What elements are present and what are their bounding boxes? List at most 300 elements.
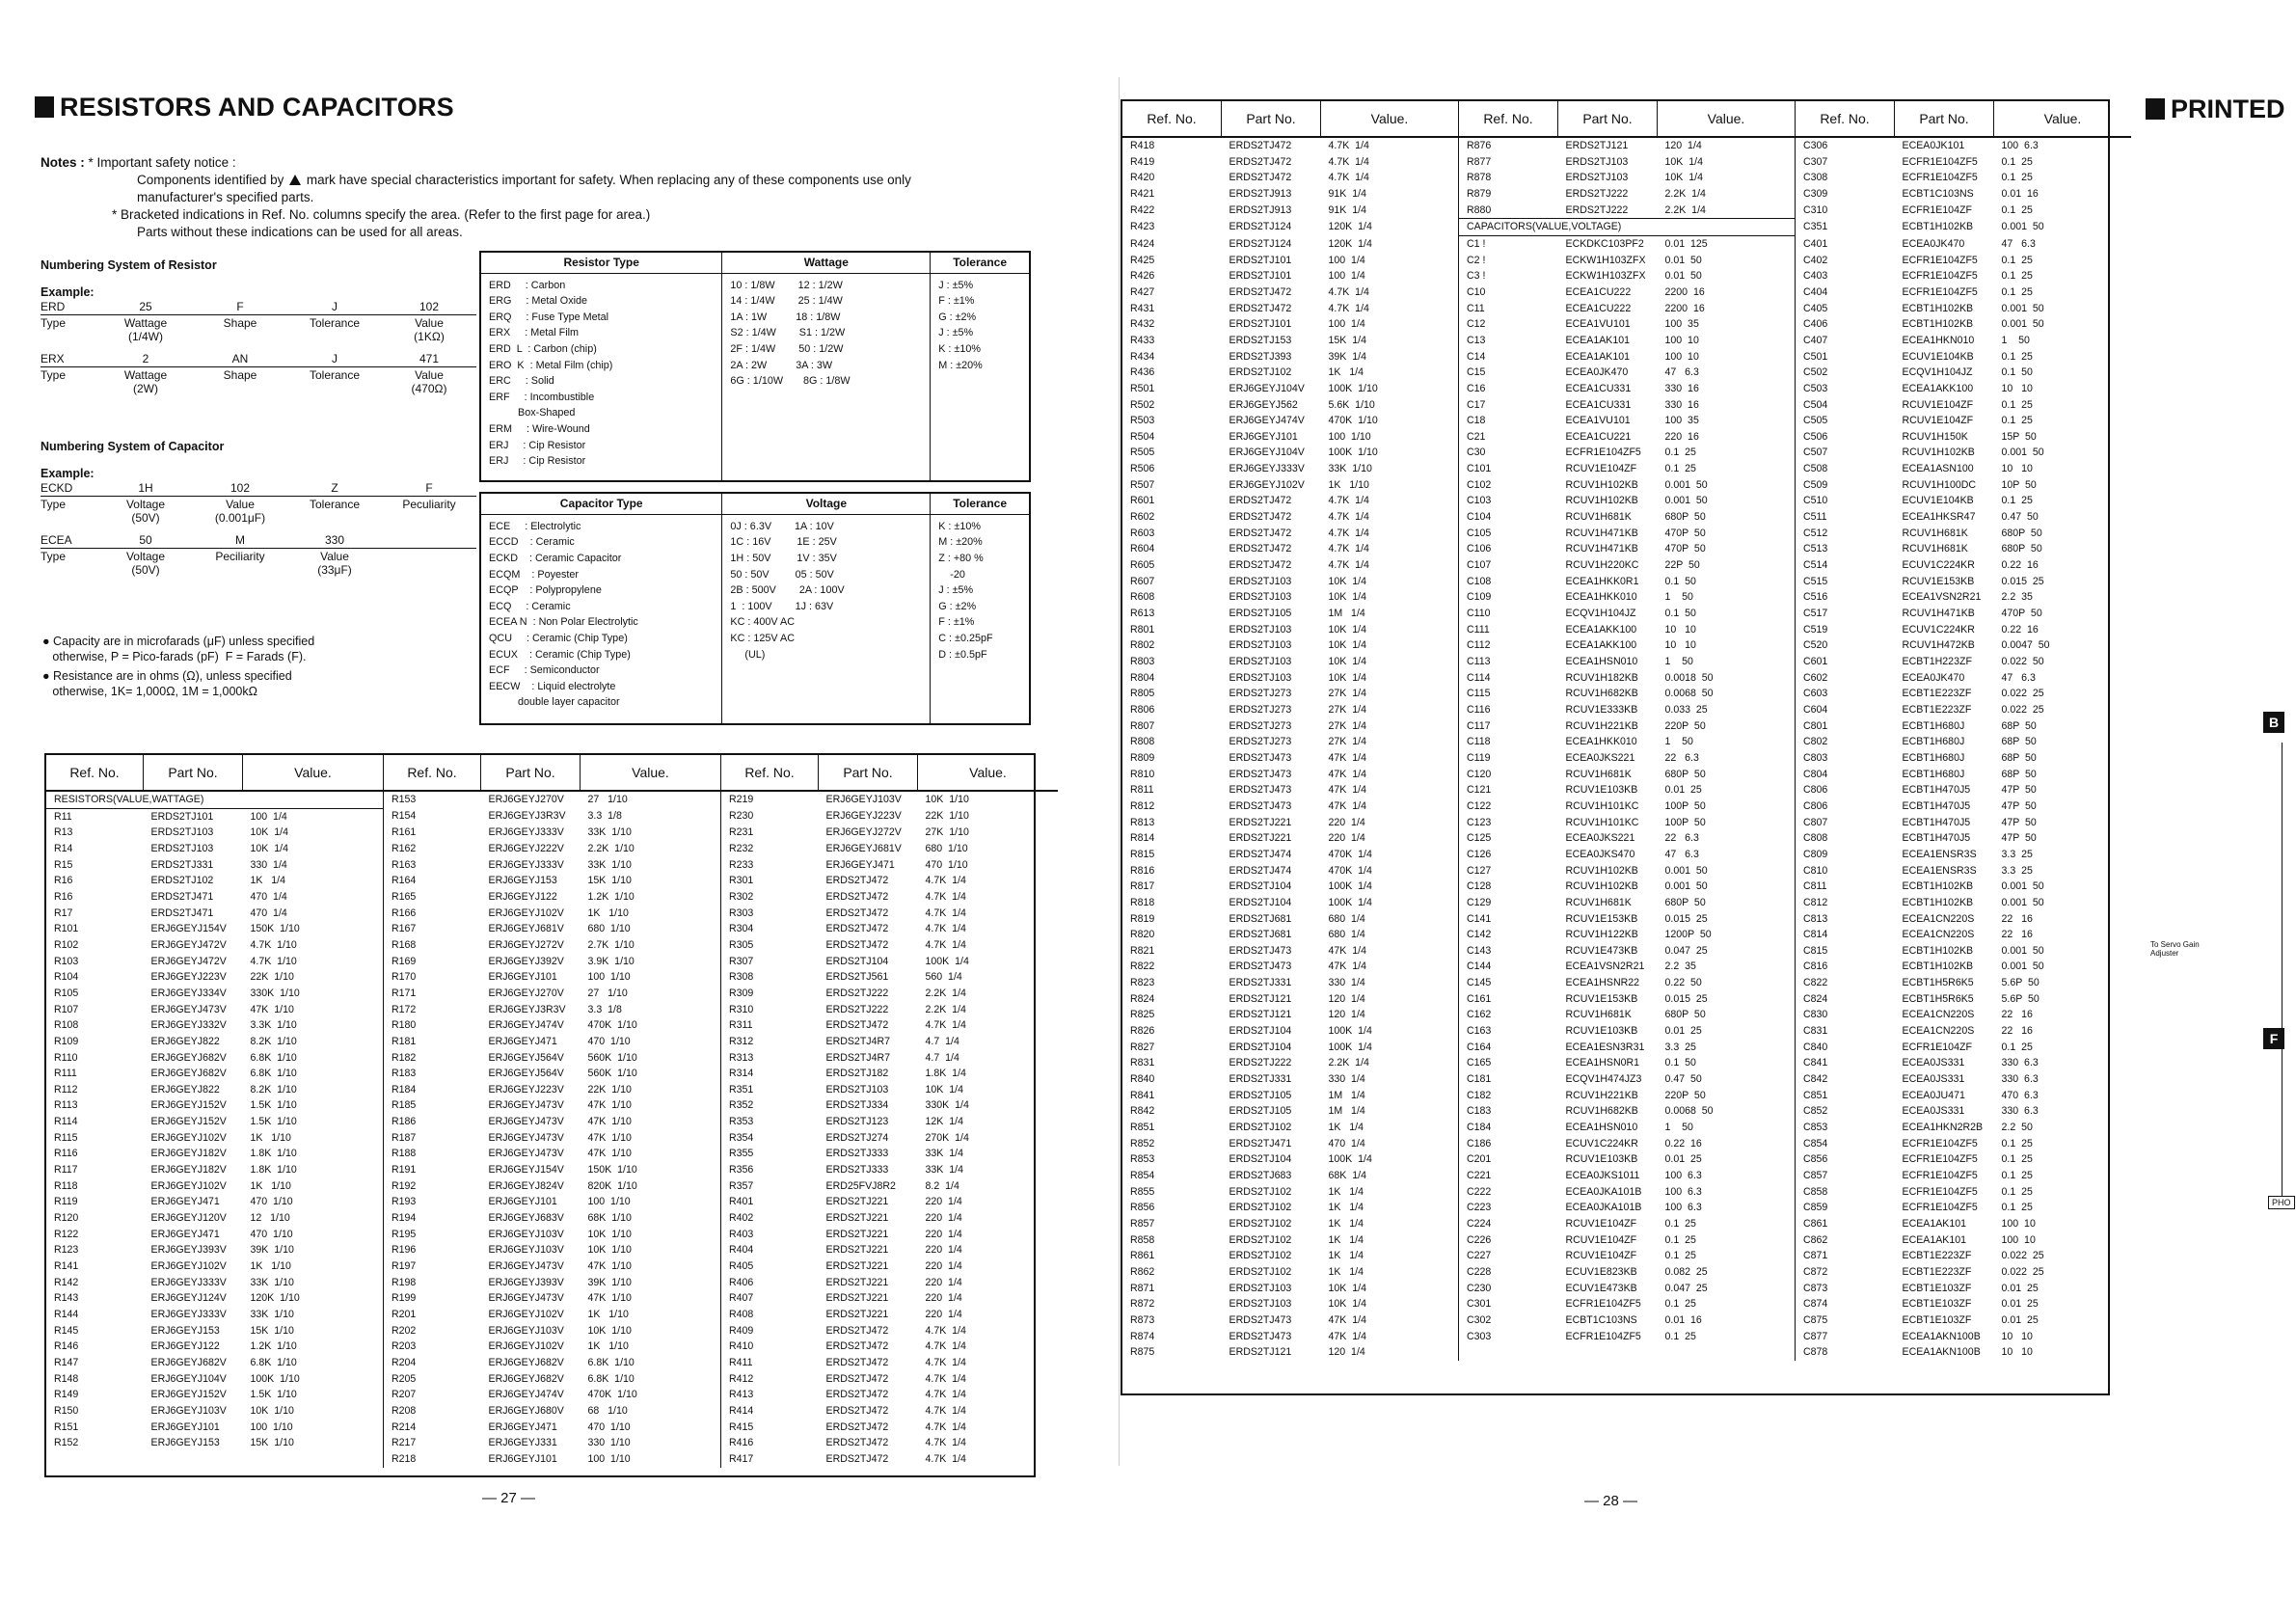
ref-no: R107 — [54, 1003, 79, 1015]
ref-no: R310 — [729, 1003, 754, 1015]
part-no: ECEA1CU222 — [1565, 285, 1632, 298]
part-no: ERDS2TJ104 — [1229, 1041, 1292, 1053]
part-value: 27 1/10 — [581, 986, 721, 1002]
part-value: 4.7K 1/4 — [1321, 137, 1459, 154]
ref-no: C117 — [1467, 719, 1491, 732]
ref-no: R11 — [54, 810, 72, 823]
part-value: 47 6.3 — [1658, 365, 1796, 381]
table-row — [1122, 413, 2131, 429]
ref-no: R14 — [54, 842, 73, 854]
part-no: RCUV1E104ZF — [1565, 1217, 1637, 1230]
part-no: ERDS2TJ333 — [825, 1164, 889, 1177]
ref-no: C840 — [1803, 1041, 1828, 1053]
part-value: 6.8K 1/10 — [581, 1371, 721, 1388]
part-value: 4.7K 1/10 — [243, 954, 384, 970]
part-value: 1K 1/10 — [243, 1258, 384, 1275]
table-row — [1122, 670, 2131, 687]
part-value: 10K 1/10 — [243, 1403, 384, 1420]
part-value: 1.5K 1/10 — [243, 1114, 384, 1130]
part-no: ERJ6GEYJ680V — [488, 1404, 564, 1417]
part-no: RCUV1H221KB — [1565, 719, 1638, 732]
part-value: 2.2K 1/4 — [925, 1003, 966, 1015]
ref-no: R601 — [1130, 495, 1155, 507]
part-no: ERJ6GEYJ824V — [488, 1179, 564, 1192]
table-row — [1122, 943, 2131, 960]
ref-no: C30 — [1467, 446, 1486, 459]
ref-no: R811 — [1130, 784, 1154, 797]
ref-no: R162 — [392, 842, 417, 854]
ref-no: R607 — [1130, 575, 1155, 587]
part-value: 68P 50 — [2001, 736, 2037, 748]
part-no: ERDS2TJ102 — [1229, 366, 1292, 379]
ref-no: C115 — [1467, 688, 1491, 700]
part-value: 4.7K 1/4 — [1321, 526, 1459, 542]
part-value: 0.001 50 — [1658, 879, 1796, 895]
part-value: 2.2 35 — [2001, 591, 2033, 604]
part-value: 680 1/10 — [581, 921, 721, 937]
part-no: ECEA1AK101 — [1902, 1217, 1967, 1230]
part-no: ERDS2TJ104 — [1229, 896, 1292, 908]
ref-no: R113 — [54, 1099, 78, 1112]
part-no: ECEA1CU221 — [1565, 430, 1632, 443]
part-value: 10 10 — [1658, 637, 1796, 654]
part-no: ERDS2TJ121 — [1229, 1009, 1292, 1021]
part-value: 0.1 25 — [1658, 1232, 1796, 1249]
ref-no: C852 — [1803, 1105, 1828, 1118]
part-value: 10K 1/4 — [1658, 154, 1796, 171]
part-value: 47K 1/4 — [1321, 1312, 1459, 1329]
ref-no: C514 — [1803, 559, 1828, 572]
ref-no: R116 — [54, 1148, 78, 1160]
column-header: Value. — [581, 755, 721, 791]
column-header: Value. — [1321, 101, 1459, 137]
table-row — [46, 1097, 1058, 1114]
page-title: RESISTORS AND CAPACITORS — [35, 93, 454, 122]
part-no: ERJ6GEYJ223V — [825, 810, 902, 823]
part-no: ERDS2TJ102 — [1229, 1217, 1292, 1230]
ref-no: R409 — [729, 1324, 754, 1337]
ref-no: C604 — [1803, 703, 1828, 716]
column-header: Ref. No. — [1459, 101, 1558, 137]
part-no: RCUV1H471KB — [1902, 608, 1975, 620]
part-value: 0.015 25 — [1658, 991, 1796, 1008]
ref-no: R182 — [392, 1051, 417, 1064]
table-row — [1122, 429, 2131, 446]
num-code: F — [193, 299, 287, 315]
ref-no: R353 — [729, 1116, 754, 1128]
table-row — [1122, 316, 2131, 333]
ref-no: R805 — [1130, 688, 1155, 700]
table-row — [46, 825, 1058, 841]
part-no: ECEA1HSNR22 — [1565, 977, 1640, 989]
num-label: Type — [41, 498, 67, 511]
title-square-icon — [35, 96, 54, 118]
ref-no: C310 — [1803, 203, 1828, 216]
part-value: 0.0068 50 — [1658, 1103, 1796, 1120]
part-no: ERDS2TJ105 — [1229, 608, 1292, 620]
table-row — [1122, 959, 2131, 975]
part-no: ECBT1H470J5 — [1902, 832, 1971, 845]
ref-no: R141 — [54, 1260, 79, 1273]
part-no: ERJ6GEYJ153 — [488, 875, 557, 887]
ref-no: C808 — [1803, 832, 1828, 845]
table-row — [46, 1002, 1058, 1018]
part-value: 100 1/10 — [581, 1451, 721, 1468]
part-no: ERDS2TJ473 — [1229, 1313, 1292, 1326]
ref-no: R142 — [54, 1276, 79, 1288]
warning-triangle-icon — [289, 175, 301, 185]
table-row — [1122, 1184, 2131, 1201]
part-value: 68K 1/4 — [1321, 1168, 1459, 1184]
column-header: Ref. No. — [1122, 101, 1222, 137]
part-no: ERJ6GEYJ272V — [488, 938, 564, 951]
part-no: ERDS2TJ103 — [150, 842, 214, 854]
part-no: ERJ6GEYJ153 — [150, 1437, 220, 1449]
part-no: ECBT1H102KB — [1902, 944, 1974, 957]
part-no: ECEA1ENSR3S — [1902, 864, 1977, 877]
part-value: 8.2 1/4 — [925, 1179, 959, 1192]
ref-no: R506 — [1130, 463, 1155, 475]
ref-no: R165 — [392, 890, 417, 903]
part-no: ERJ6GEYJ102V — [488, 1340, 564, 1353]
ref-no: C14 — [1467, 350, 1486, 363]
ref-no: C105 — [1467, 527, 1492, 539]
ref-no: R411 — [729, 1356, 753, 1368]
ref-no: C830 — [1803, 1009, 1828, 1021]
table-row — [1122, 830, 2131, 847]
part-value: 680 1/10 — [925, 842, 968, 854]
ref-no: R420 — [1130, 172, 1155, 184]
part-no: ERJ6GEYJ104V — [150, 1372, 227, 1385]
part-value: 39K 1/4 — [1321, 349, 1459, 365]
ref-no: C814 — [1803, 929, 1828, 941]
ref-no: R193 — [392, 1196, 417, 1208]
part-no: ERDS2TJ334 — [825, 1099, 889, 1112]
ref-no: R405 — [729, 1260, 754, 1273]
table-row — [1122, 1344, 2131, 1361]
part-no: ECEA1HSN010 — [1565, 1122, 1638, 1134]
part-value: 0.1 25 — [2001, 1170, 2033, 1181]
part-value: 4.7K 1/4 — [925, 1437, 966, 1449]
section-heading: RESISTORS(VALUE,WATTAGE) — [46, 791, 384, 808]
part-no: RCUV1H682KB — [1565, 1105, 1638, 1118]
ref-no: C505 — [1803, 415, 1828, 427]
ref-no: R305 — [729, 938, 754, 951]
part-no: ECEA0JS331 — [1902, 1057, 1965, 1069]
part-value: 0.22 16 — [2001, 623, 2039, 636]
table-row — [1122, 1264, 2131, 1281]
ref-no: C228 — [1467, 1265, 1492, 1278]
ref-no: C517 — [1803, 608, 1828, 620]
part-value: 10 10 — [2001, 1330, 2033, 1342]
ref-no: R876 — [1467, 140, 1492, 151]
part-no: ERJ6GEYJ473V — [488, 1292, 564, 1305]
table-row — [46, 1403, 1058, 1420]
part-value: 0.001 50 — [2001, 318, 2044, 331]
ref-no: C602 — [1803, 671, 1828, 684]
part-value: 270K 1/4 — [925, 1131, 969, 1144]
part-no: ECBT1H5R6K5 — [1902, 992, 1974, 1005]
part-value: 4.7K 1/4 — [1321, 493, 1459, 509]
ref-no: C12 — [1467, 318, 1486, 331]
part-value: 100 6.3 — [2001, 140, 2039, 151]
ref-no: C223 — [1467, 1202, 1492, 1214]
ref-no: R858 — [1130, 1233, 1155, 1246]
ref-no: R191 — [392, 1164, 417, 1177]
part-no: ECEA1CN220S — [1902, 1025, 1975, 1038]
part-no: RCUV1H102KB — [1565, 880, 1638, 893]
ref-no: R501 — [1130, 382, 1155, 394]
ref-no: R356 — [729, 1164, 754, 1177]
part-value: 0.01 25 — [2001, 1298, 2039, 1311]
column-header: Value. — [1994, 101, 2132, 137]
table-row — [1122, 186, 2131, 203]
ref-no: R357 — [729, 1179, 754, 1192]
part-no: ERDS2TJ473 — [1229, 799, 1292, 812]
part-value: 10 10 — [2001, 1346, 2033, 1359]
part-value: 22K 1/10 — [925, 810, 969, 823]
ref-no: C503 — [1803, 382, 1828, 394]
part-value: 0.001 50 — [2001, 302, 2044, 314]
part-value: 1M 1/4 — [1321, 606, 1459, 622]
part-value: 0.001 50 — [2001, 896, 2044, 908]
table-row — [1122, 333, 2131, 349]
ref-no: C851 — [1803, 1089, 1828, 1101]
part-no: ERDS2TJ472 — [825, 1324, 889, 1337]
part-no: RCUV1H100DC — [1902, 478, 1977, 491]
part-no: ECEA1AKK100 — [1565, 639, 1637, 652]
part-no: RCUV1E103KB — [1565, 1025, 1638, 1038]
part-value: 470K 1/10 — [581, 1387, 721, 1403]
ref-no: C402 — [1803, 254, 1828, 266]
part-value: 0.1 25 — [2001, 1137, 2033, 1150]
part-no: ERDS2TJ101 — [1229, 270, 1292, 283]
part-value: 1K 1/10 — [581, 906, 721, 922]
part-value: 68P 50 — [2001, 751, 2037, 764]
part-value: 27K 1/4 — [1321, 702, 1459, 718]
part-value: 1K 1/10 — [243, 1178, 384, 1195]
ref-no: C857 — [1803, 1170, 1828, 1181]
part-value: 220 1/4 — [1321, 815, 1459, 831]
part-no: ERDS2TJ102 — [1229, 1185, 1292, 1198]
part-value: 470 1/10 — [243, 1227, 384, 1243]
part-no: ERDS2TJ472 — [825, 923, 889, 935]
table-row — [46, 954, 1058, 970]
ref-no: R164 — [392, 875, 417, 887]
ref-no: R414 — [729, 1404, 754, 1417]
part-no: ERDS2TJ331 — [1229, 1073, 1292, 1086]
ref-no: C351 — [1803, 221, 1828, 233]
parts-table-left — [44, 753, 1036, 1477]
part-value: 22 16 — [2001, 912, 2033, 925]
part-value: 1K 1/4 — [1321, 1200, 1459, 1216]
ref-no: R426 — [1130, 270, 1155, 283]
part-no: ECEA1HKK0R1 — [1565, 575, 1639, 587]
part-value: 0.1 50 — [1658, 606, 1796, 622]
part-no: ERDS2TJ472 — [825, 1404, 889, 1417]
ref-no: R313 — [729, 1051, 754, 1064]
part-no: ERDS2TJ472 — [1229, 543, 1292, 555]
table-row — [46, 1420, 1058, 1436]
part-value: 100 1/4 — [1321, 268, 1459, 284]
part-no: RCUV1H102KB — [1565, 478, 1638, 491]
ref-no: C512 — [1803, 527, 1828, 539]
num-label: Voltage (50V) — [125, 498, 166, 525]
part-value: 4.7K 1/4 — [925, 1404, 966, 1417]
part-no: ERJ6GEYJ3R3V — [488, 810, 566, 823]
part-no: RCUV1H472KB — [1902, 639, 1975, 652]
ref-no: C11 — [1467, 302, 1485, 314]
part-value: 0.015 25 — [2001, 575, 2044, 587]
part-no: ERJ6GEYJ182V — [150, 1148, 227, 1160]
ref-no: R853 — [1130, 1153, 1155, 1166]
part-value: 1 50 — [1658, 734, 1796, 750]
part-value: 330 1/10 — [581, 1435, 721, 1451]
table-row — [46, 1371, 1058, 1388]
table-row — [46, 1290, 1058, 1307]
part-no: ERJ6GEYJ122 — [488, 890, 557, 903]
part-no: ECBT1C103NS — [1902, 187, 1974, 200]
part-no: ERDS2TJ104 — [825, 955, 889, 967]
part-no: ERDS2TJ273 — [1229, 703, 1292, 716]
part-no: ERJ6GEYJ472V — [150, 955, 227, 967]
ref-no: C201 — [1467, 1153, 1492, 1166]
part-value: 1K 1/10 — [581, 1339, 721, 1355]
part-no: ECFR1E104ZF5 — [1902, 1185, 1978, 1198]
table-row — [1122, 526, 2131, 542]
part-no: RCUV1H681K — [1565, 1009, 1632, 1021]
table-row — [1122, 235, 2131, 252]
table-row — [46, 921, 1058, 937]
ref-no: R803 — [1130, 656, 1155, 667]
part-value: 27K 1/10 — [925, 826, 969, 839]
part-no: ERJ6GEYJ682V — [150, 1051, 227, 1064]
num-label: Value (0.001μF) — [214, 498, 266, 525]
notes-block: Notes : * Important safety notice : Components identified by mark have special characteristics important for safety. When replacing any of these components use only manufacturer's specified parts. * Bracketed indications in Ref. No. columns specify the area. (Refer to the first page for area.) Parts without these indications can be used for all areas. — [41, 155, 911, 239]
ref-no: C856 — [1803, 1153, 1828, 1166]
ref-no: C875 — [1803, 1313, 1828, 1326]
ref-no: R351 — [729, 1083, 754, 1096]
part-value: 2.2 50 — [2001, 1122, 2033, 1134]
part-value: 100 6.3 — [1658, 1200, 1796, 1216]
part-value: 0.01 25 — [2001, 1282, 2039, 1294]
part-value: 100P 50 — [1658, 798, 1796, 815]
part-no: ERJ6GEYJ270V — [488, 794, 564, 806]
part-no: ERJ6GEYJ473V — [488, 1116, 564, 1128]
ref-no: R831 — [1130, 1057, 1155, 1069]
part-value: 0.047 25 — [1658, 1281, 1796, 1297]
num-code: ERD — [41, 299, 98, 315]
part-value: 0.1 25 — [2001, 415, 2033, 427]
column-header: Part No. — [1895, 101, 1994, 137]
part-value: 560K 1/10 — [581, 1066, 721, 1082]
ref-no: R233 — [729, 858, 754, 871]
ref-no: C122 — [1467, 799, 1492, 812]
part-value: 47K 1/4 — [1321, 750, 1459, 767]
part-value: 1 50 — [1658, 589, 1796, 606]
resistor-numbering-table — [41, 299, 476, 403]
part-value: 470P 50 — [1658, 526, 1796, 542]
ref-no: R823 — [1130, 977, 1155, 989]
part-no: ERDS2TJ472 — [825, 1437, 889, 1449]
part-no: ERDS2TJ222 — [1229, 1057, 1292, 1069]
servo-gain-note: To Servo Gain Adjuster — [2150, 940, 2200, 958]
ref-no: C502 — [1803, 366, 1828, 379]
part-no: ECFR1E104ZF5 — [1902, 1170, 1978, 1181]
part-value: 330 1/4 — [1321, 975, 1459, 991]
part-no: ERJ6GEYJ103V — [150, 1404, 227, 1417]
ref-no: C18 — [1467, 415, 1486, 427]
ref-no: C107 — [1467, 559, 1492, 572]
part-no: ECKW1H103ZFX — [1565, 270, 1646, 283]
part-no: ERDS2TJ221 — [825, 1260, 889, 1273]
resistor-numbering-system: Numbering System of Resistor Example: ERD 25 F J 102 Type Wattage (1/4W) Shape Tolerance Value (1KΩ) ERX 2 AN J 471 Type Wattage (2W) Shape Tolerance Value (470Ω) — [41, 258, 476, 403]
ref-no: R404 — [729, 1244, 754, 1257]
part-no: ERDS2TJ121 — [1229, 1346, 1292, 1359]
section-heading: CAPACITORS(VALUE,VOLTAGE) — [1459, 219, 1796, 236]
ref-no: R170 — [392, 971, 417, 984]
ref-no: R13 — [54, 826, 73, 839]
part-value: 470 1/10 — [925, 858, 968, 871]
part-no: ERJ6GEYJ222V — [488, 842, 564, 854]
table-row — [46, 1114, 1058, 1130]
part-value: 4.7K 1/4 — [925, 1420, 966, 1433]
part-value: 0.001 50 — [2001, 944, 2044, 957]
part-no: ERDS2TJ472 — [1229, 495, 1292, 507]
ref-no: R503 — [1130, 415, 1155, 427]
ref-no: C183 — [1467, 1105, 1492, 1118]
table-row — [46, 791, 1058, 808]
table-row — [1122, 1040, 2131, 1056]
ref-no: R194 — [392, 1212, 417, 1225]
part-no: ERDS2TJ273 — [1229, 688, 1292, 700]
ref-no: R841 — [1130, 1089, 1155, 1101]
part-no: ERDS2TJ121 — [1229, 992, 1292, 1005]
part-no: ERDS2TJ472 — [825, 906, 889, 919]
part-value: 47K 1/10 — [581, 1290, 721, 1307]
part-no: ERJ6GEYJ393V — [488, 1276, 564, 1288]
part-value: 100 35 — [1658, 413, 1796, 429]
ref-no: C877 — [1803, 1330, 1828, 1342]
part-no: ERDS2TJ472 — [825, 1356, 889, 1368]
part-value: 470 1/10 — [581, 1420, 721, 1436]
part-value: 0.001 50 — [1658, 863, 1796, 879]
part-value: 100 1/10 — [581, 969, 721, 986]
ref-no: C120 — [1467, 768, 1492, 780]
ref-no: R862 — [1130, 1265, 1155, 1278]
table-row — [46, 1451, 1058, 1468]
part-no: ERDS2TJ471 — [150, 906, 214, 919]
part-value: 10K 1/4 — [243, 825, 384, 841]
part-no: ERJ6GEYJ334V — [150, 987, 227, 999]
part-no: ERDS2TJ103 — [1565, 172, 1629, 184]
table-row — [1122, 911, 2131, 928]
part-no: ECBT1H102KB — [1902, 880, 1974, 893]
part-no: ERJ6GEYJ333V — [488, 858, 564, 871]
ref-no: R425 — [1130, 254, 1155, 266]
ref-no: R147 — [54, 1356, 79, 1368]
part-no: ERJ6GEYJ154V — [150, 923, 227, 935]
part-value: 27K 1/4 — [1321, 686, 1459, 702]
ref-no: C142 — [1467, 929, 1492, 941]
part-no: ECEA1AKK100 — [1565, 623, 1637, 636]
ref-no: R827 — [1130, 1041, 1155, 1053]
part-value: 3.3 1/8 — [581, 808, 721, 825]
part-value: 68K 1/10 — [581, 1210, 721, 1227]
part-no: ECEA1ASN100 — [1902, 463, 1974, 475]
ref-no: R307 — [729, 955, 754, 967]
part-value: 4.7K 1/4 — [925, 1324, 966, 1337]
